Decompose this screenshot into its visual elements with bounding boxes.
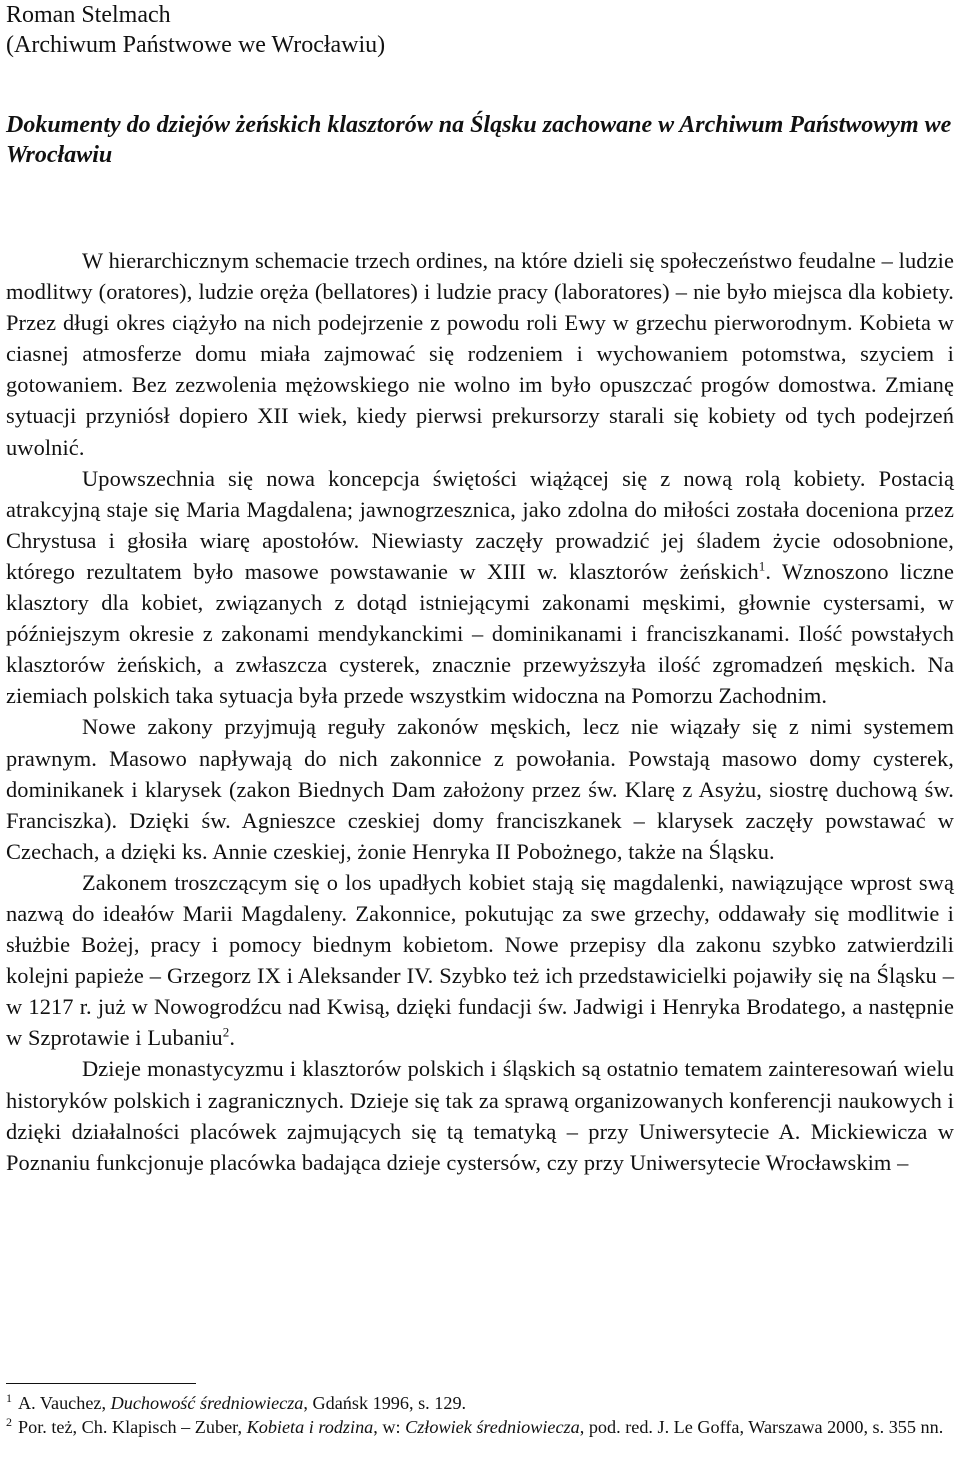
paragraph-4: [6, 867, 954, 1054]
paragraph-2-text-a: Upowszechnia się nowa koncepcja świętości wiążącej się z nową rolą kobiety. Postacią atrakcyjną staje się Maria Magdalena; jawnogrzesznica, jako zdolna do miłości została doceniona przez Chrystusa i głosiła wiarę apostołów. Niewiasty zaczęły prowadzić jej śladem życie odosobnione, którego rezultatem było masowe powstawanie w XIII w. klasztorów żeńskich: [6, 465, 954, 584]
paragraph-2-text-b: . Wznoszono liczne klasztory dla kobiet, związanych z dotąd istniejącymi zakonami męskimi, głownie cystersami, w późniejszym okresie z zakonami mendykanckimi – dominikanami i franciszkanami. Ilość powstałych klasztorów żeńskich, a zwłaszcza cysterek, znacznie przewyższyła ilość zgromadzeń męskich. Na ziemiach polskich taka sytuacja była przede wszystkim widoczna na Pomorzu Zachodnim.: [6, 558, 954, 709]
footnotes: [6, 1391, 954, 1439]
footnote-ref-2[interactable]: 2: [222, 1024, 230, 1040]
footnote-2-mid: , w:: [373, 1417, 406, 1437]
footnote-2-book-title: Człowiek średniowiecza: [405, 1417, 580, 1437]
paragraph-5: Dzieje monastycyzmu i klasztorów polskich i śląskich są ostatnio tematem zainteresowań wielu historyków polskich i zagranicznych. Dzieje się tak za sprawą organizowanych konferencji naukowych i dzięki działalności placówek zajmujących się tą tematyką – przy Uniwersytecie A. Mickiewicza w Poznaniu funkcjonuje placówka badająca dzieje cystersów, czy przy Uniwersytecie Wrocławskim –: [6, 1056, 954, 1175]
footnote-1-pre: A. Vauchez,: [18, 1393, 111, 1413]
document-page: [6, 0, 954, 1437]
paragraph-4-text-a: Zakonem troszczącym się o los upadłych kobiet stają się magdalenki, nawiązujące wprost swą nazwą do ideałów Marii Magdaleny. Zakonnice, pokutując za swe grzechy, oddawały się modlitwie i służbie Bożej, pracy i pomocy biednym kobietom. Nowe przepisy dla zakonu szybko zatwierdzili kolejni papieże – Grzegorz IX i Aleksander IV. Szybko też ich przedstawicielki pojawiły się na Śląsku – w 1217 r. już w Nowogrodźcu nad Kwisą, dzięki fundacji św. Jadwigi i Henryka Brodatego, a następnie w Szprotawie i Lubaniu: [6, 869, 954, 1051]
author-block: [6, 0, 954, 60]
footnote-1: [6, 1391, 954, 1415]
author-affiliation: (Archiwum Państwowe we Wrocławiu): [6, 32, 386, 58]
footnote-2-post: , pod. red. J. Le Goffa, Warszawa 2000, s. 355 nn.: [579, 1417, 944, 1437]
footnote-2-mark: 2: [6, 1414, 12, 1429]
footnote-ref-1[interactable]: 1: [758, 558, 766, 574]
footnote-1-book-title: Duchowość średniowiecza: [110, 1393, 304, 1413]
paragraph-1: W hierarchicznym schemacie trzech ordines, na które dzieli się społeczeństwo feudalne – ludzie modlitwy (oratores), ludzie oręża (bellatores) i ludzie pracy (laboratores) – nie było miejsca dla kobiety. Przez długi okres ciążyło na nich podejrzenie z powodu roli Ewy w grzechu pierworodnym. Kobieta w ciasnej atmosferze domu miała zajmować się rodzeniem i wychowaniem potomstwa, szyciem i gotowaniem. Bez zezwolenia mężowskiego nie wolno im było opuszczać progów domostwa. Zmianę sytuacji przyniósł dopiero XII wiek, kiedy pierwsi prekursorzy starali się kobiety od tych podejrzeń uwolnić.: [6, 248, 954, 460]
footnote-2-pre: Por. też, Ch. Klapisch – Zuber,: [18, 1417, 247, 1437]
article-body: [6, 245, 954, 1178]
footnote-2-article-title: Kobieta i rodzina: [246, 1417, 374, 1437]
paragraph-4-text-b: .: [229, 1025, 236, 1051]
footnote-separator: [6, 1383, 196, 1384]
paragraph-3: Nowe zakony przyjmują reguły zakonów męskich, lecz nie wiązały się z nimi systemem prawnym. Masowo napływają do nich zakonnice z powołania. Powstają masowo domy cysterek, dominikanek i klarysek (zakon Biednych Dam założony przez św. Klarę z Asyżu, siostrę duchową św. Franciszka). Dzięki św. Agnieszce czeskiej domy franciszkanek – klarysek zaczęły powstawać w Czechach, a dzięki ks. Annie czeskiej, żonie Henryka II Pobożnego, także na Śląsku.: [6, 714, 954, 864]
footnote-1-post: , Gdańsk 1996, s. 129.: [303, 1393, 467, 1413]
footnote-1-mark: 1: [6, 1390, 12, 1405]
author-name: Roman Stelmach: [6, 2, 171, 28]
document-title: Dokumenty do dziejów żeńskich klasztorów na Śląsku zachowane w Archiwum Państwowym we Wrocławiu: [6, 112, 952, 168]
paragraph-2: [6, 463, 954, 712]
footnote-2: [6, 1415, 954, 1439]
